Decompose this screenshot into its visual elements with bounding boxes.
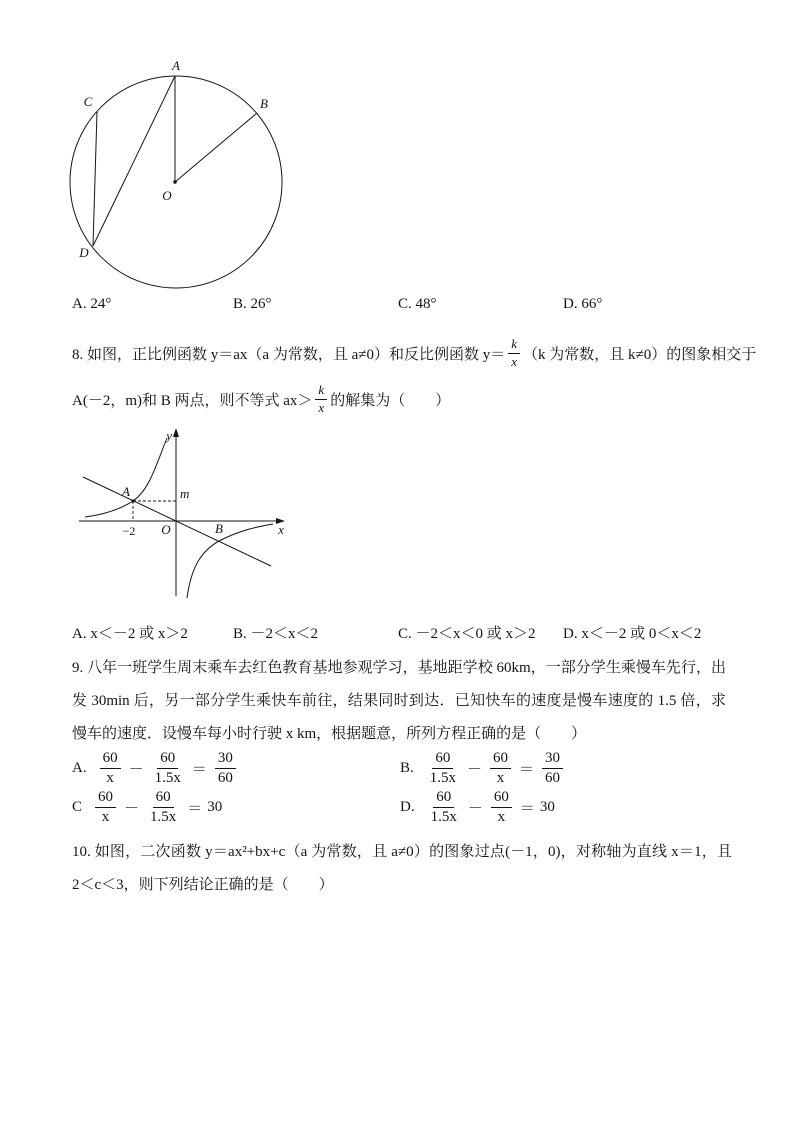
fraction-numerator: 60 (432, 750, 453, 769)
q8-statement-line2 (72, 376, 784, 422)
label-point-A: A (122, 484, 130, 499)
fraction (95, 789, 116, 827)
fraction (427, 750, 459, 788)
fraction (428, 789, 460, 827)
q9-option-b (400, 750, 566, 788)
q9-options-row1 (72, 750, 752, 790)
fraction-numerator: 60 (153, 789, 174, 808)
option-label: A. (72, 760, 87, 777)
q9-option-c (72, 789, 222, 827)
fraction-numerator: k (508, 337, 520, 354)
equals-sign: ＝ (187, 801, 203, 818)
label-C: C (83, 94, 93, 109)
fraction (490, 750, 511, 788)
fraction-numerator: 60 (433, 789, 454, 808)
fraction-numerator: 60 (157, 750, 178, 769)
option-label: B. (400, 760, 414, 777)
q8-statement-line1 (72, 330, 784, 376)
fraction-denominator: 60 (545, 770, 561, 787)
y-axis-arrow (173, 428, 179, 437)
rhs-value: 30 (539, 799, 555, 816)
label-origin: O (161, 522, 171, 537)
fraction-denominator: 1.5x (430, 809, 457, 826)
fraction (542, 750, 563, 788)
minus-sign: － (128, 762, 144, 779)
fraction-denominator: x (511, 353, 517, 369)
fraction-k-over-x (508, 337, 520, 370)
fraction (147, 789, 179, 827)
label-A: A (172, 58, 180, 73)
fraction (152, 750, 184, 788)
q7-options (72, 296, 752, 318)
label-B: B (260, 96, 268, 111)
fraction-numerator: 30 (542, 750, 563, 769)
fraction-denominator: x (101, 809, 110, 826)
label-O: O (162, 188, 172, 203)
function-graph (75, 426, 293, 606)
label-D: D (79, 245, 89, 260)
q8-text-3: A(－2，m)和 B 两点，则不等式 ax＞ (72, 392, 313, 409)
fraction-denominator: x (106, 770, 114, 787)
fraction-numerator: 60 (100, 750, 121, 769)
segment-AD (93, 76, 175, 246)
circle-diagram (68, 56, 290, 296)
q8-option-a: A. x＜－2 或 x＞2 (72, 626, 188, 642)
rhs-value: 30 (207, 799, 223, 816)
fraction-numerator: 30 (215, 750, 236, 769)
fraction-k-over-x (315, 383, 327, 416)
fraction-denominator: x (318, 399, 325, 415)
q8-text-2: （k 为常数，且 k≠0）的图象相交于 (523, 346, 757, 363)
label-point-B: B (215, 521, 223, 536)
fraction-numerator: 60 (95, 789, 116, 808)
hyperbola-branch-q2 (85, 438, 167, 517)
q9-option-a (72, 750, 239, 788)
minus-sign: － (467, 762, 483, 779)
point-A (131, 499, 134, 502)
segment-CD (93, 112, 97, 246)
q8-option-b: B. －2＜x＜2 (233, 626, 319, 642)
minus-sign: － (467, 801, 483, 818)
q9-option-d (400, 789, 555, 827)
fraction-denominator: 1.5x (429, 770, 457, 787)
q8-text-4: 的解集为（ ） (330, 392, 451, 409)
equals-sign: ＝ (519, 762, 535, 779)
fraction-numerator: k (315, 383, 327, 400)
q8-figure (75, 426, 293, 611)
q7-option-c: C. 48° (398, 296, 437, 312)
label-m: m (180, 486, 190, 501)
option-label: D. (400, 799, 415, 816)
label-y-axis: y (166, 428, 172, 443)
q9-statement: 9. 八年一班学生周末乘车去红色教育基地参观学习，基地距学校 60km，一部分学生乘慢车先行，出发 30min 后，另一部分学生乘快车前往，结果同时到达．已知快车的速度是慢车速度的 1.5 倍，求慢车的速度．设慢车每小时行驶 x km，根据题意，所列方程正确的是（ ） (72, 660, 726, 742)
q8-options (72, 622, 752, 644)
fraction-denominator: x (497, 809, 506, 826)
fraction (100, 750, 121, 788)
q8-option-c: C. －2＜x＜0 或 x＞2 (398, 626, 536, 642)
q7-option-b: B. 26° (233, 296, 272, 312)
q10-statement: 10. 如图，二次函数 y＝ax²+bx+c（a 为常数，且 a≠0）的图象过点(－1，0)，对称轴为直线 x＝1，且 2＜c＜3，则下列结论正确的是（ ） (72, 844, 732, 893)
option-label: C (72, 799, 83, 816)
q7-figure (68, 56, 290, 301)
center-point-O (173, 180, 177, 184)
segment-OB (175, 113, 257, 182)
q7-option-a: A. 24° (72, 296, 112, 312)
fraction-denominator: 1.5x (154, 770, 181, 787)
q9-options-row2 (72, 789, 752, 829)
q8-text-1: 8. 如图，正比例函数 y＝ax（a 为常数，且 a≠0）和反比例函数 y＝ (72, 346, 506, 363)
equals-sign: ＝ (191, 762, 207, 779)
fraction-denominator: x (496, 770, 505, 787)
fraction (491, 789, 512, 827)
fraction-numerator: 60 (491, 789, 512, 808)
label-x-axis: x (278, 522, 284, 537)
equals-sign: ＝ (519, 801, 535, 818)
fraction-denominator: 1.5x (150, 809, 177, 826)
fraction-numerator: 60 (490, 750, 511, 769)
q7-option-d: D. 66° (563, 296, 603, 312)
minus-sign: － (124, 801, 140, 818)
label-minus-2: −2 (122, 524, 136, 538)
fraction-denominator: 60 (217, 770, 233, 787)
q8-option-d: D. x＜－2 或 0＜x＜2 (563, 626, 702, 642)
fraction (215, 750, 236, 788)
